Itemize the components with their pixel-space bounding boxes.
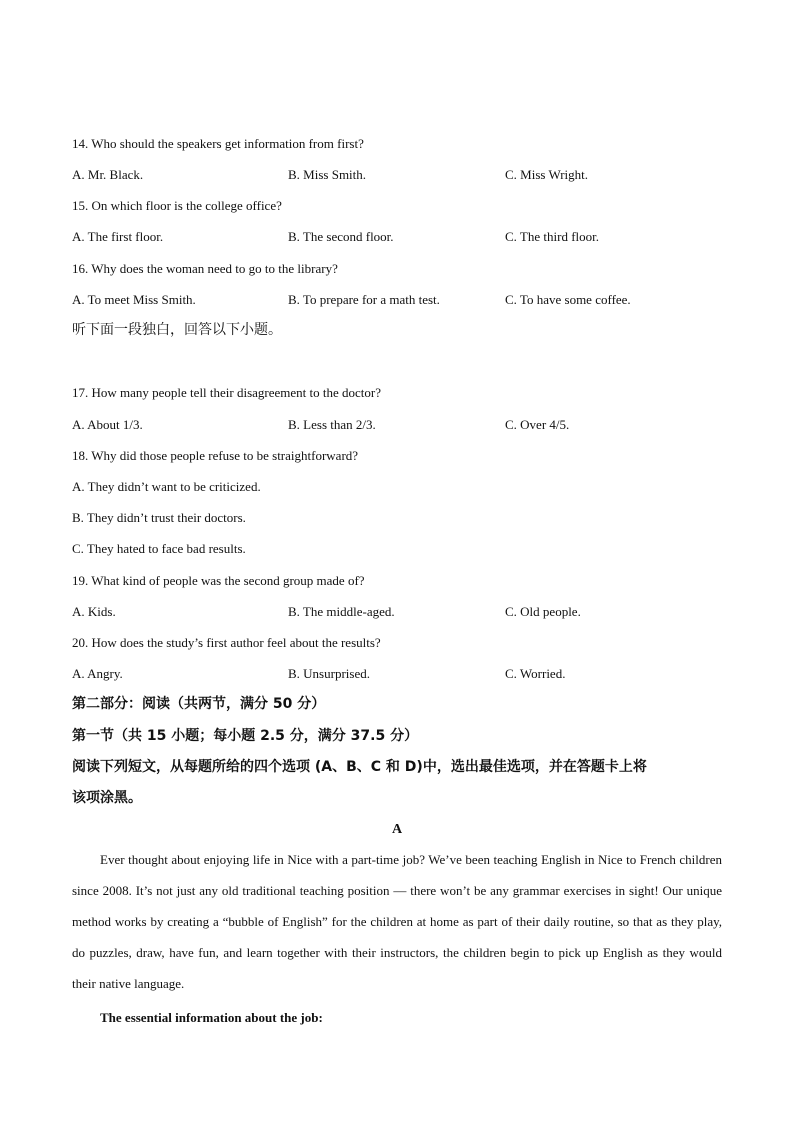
- q15-option-c: C. The third floor.: [505, 229, 600, 244]
- q19-option-c: C. Old people.: [505, 604, 581, 619]
- q20-option-b: B. Unsurprised.: [288, 666, 370, 681]
- q17-option-c: C. Over 4/5.: [505, 417, 570, 432]
- q20-option-c: C. Worried.: [505, 666, 566, 681]
- question-20: 20. How does the study’s first author feel about the results?: [72, 635, 381, 650]
- q17-option-a: A. About 1/3.: [72, 417, 143, 432]
- q19-option-a: A. Kids.: [72, 604, 116, 619]
- passage-paragraph: Ever thought about enjoying life in Nice with a part-time job? We’ve been teaching English in Nice to French children since 2008. It’s not just any old traditional teaching position — there won’t be any grammar exercises in sight! Our unique method works by creating a “bubble of English” for the children at home as part of their daily routine, so that as they play, do puzzles, draw, have fun, and learn together with their instructors, the children begin to pick up English as they would their native language.: [72, 852, 722, 991]
- reading-instruction-line1: 阅读下列短文，从每题所给的四个选项 (A、B、C 和 D)中，选出最佳选项，并在答题卡上将: [72, 759, 647, 775]
- q18-option-a: A. They didn’t want to be criticized.: [72, 479, 261, 494]
- part2-title: 第二部分：阅读（共两节，满分 50 分）: [72, 696, 326, 712]
- reading-instruction-line2: 该项涂黑。: [72, 790, 142, 806]
- q15-option-b: B. The second floor.: [288, 229, 394, 244]
- passage-label: A: [391, 822, 403, 837]
- q14-option-b: B. Miss Smith.: [288, 167, 367, 182]
- q15-option-a: A. The first floor.: [72, 229, 164, 244]
- q17-option-b: B. Less than 2/3.: [288, 417, 376, 432]
- q14-option-a: A. Mr. Black.: [72, 167, 144, 182]
- essential-info-heading: The essential information about the job:: [100, 1010, 323, 1025]
- question-18: 18. Why did those people refuse to be straightforward?: [72, 448, 359, 463]
- q16-option-b: B. To prepare for a math test.: [288, 292, 440, 307]
- question-19: 19. What kind of people was the second group made of?: [72, 573, 365, 588]
- question-14: 14. Who should the speakers get information from first?: [72, 136, 364, 151]
- q18-option-c: C. They hated to face bad results.: [72, 541, 246, 556]
- q18-option-b: B. They didn’t trust their doctors.: [72, 510, 246, 525]
- question-17: 17. How many people tell their disagreement to the doctor?: [72, 385, 382, 400]
- q19-option-b: B. The middle-aged.: [288, 604, 395, 619]
- q14-option-c: C. Miss Wright.: [505, 167, 589, 182]
- q20-option-a: A. Angry.: [72, 666, 123, 681]
- section1-title: 第一节（共 15 小题；每小题 2.5 分，满分 37.5 分）: [72, 728, 419, 744]
- question-15: 15. On which floor is the college office?: [72, 198, 282, 213]
- monologue-instruction: 听下面一段独白，回答以下小题。: [72, 322, 282, 338]
- q16-option-c: C. To have some coffee.: [505, 292, 631, 307]
- q16-option-a: A. To meet Miss Smith.: [72, 292, 196, 307]
- question-16: 16. Why does the woman need to go to the library?: [72, 261, 338, 276]
